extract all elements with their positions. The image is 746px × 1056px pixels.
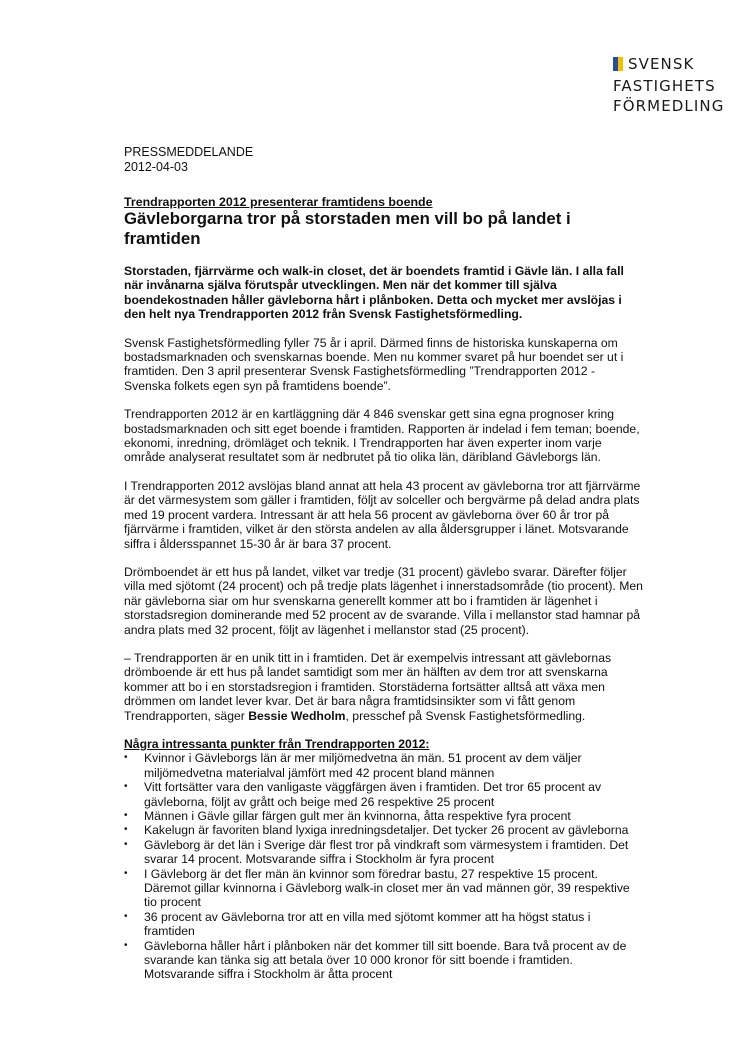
paragraph-dream-home: Drömboendet är ett hus på landet, vilket var tredje (31 procent) gävlebo svarar. Därefter följer villa med sjötomt (24 procent) och på tredje plats lägenhet i innerstadsområde (tio procent). Men när gävleborna siar om hur svenskarna generellt kommer att bo i framtiden är lägenhet i storstadsregion dominerande med 52 procent av de svarande. Villa i mellanstor stad hamnar på andra plats med 32 procent, följt av lägenhet i mellanstor stad (25 procent). [124, 564, 643, 637]
list-item [124, 751, 644, 780]
list-item [124, 867, 644, 910]
logo-text-fastighets: FASTIGHETS [613, 77, 716, 95]
paragraph-heating: I Trendrapporten 2012 avslöjas bland annat att hela 43 procent av gävleborna tror att fjärrvärme är det värmesystem som gäller i framtiden, följt av solceller och bergvärme på delad andra plats med 19 procent vardera. Intressant är att hela 56 procent av gävleborna över 60 år tror på fjärrvärme i framtiden, vilket är den största andelen av alla åldersgrupper i länet. Motsvarande siffra i åldersspannet 15-30 år är bara 37 procent. [124, 478, 641, 551]
bullet-icon: • [124, 838, 128, 850]
quote-attribution: , presschef på Svensk Fastighetsförmedling. [345, 708, 586, 723]
list-item-text: Vitt fortsätter vara den vanligaste väggfärgen även i framtiden. Det tror 65 procent av gävleborna, följt av grått och beige med 26 respektive 25 procent [144, 780, 602, 809]
lead-paragraph: Storstaden, fjärrvärme och walk-in closet, det är boendets framtid i Gävle län. I alla fall när invånarna själva förutspår utvecklingen. Men när det kommer till själva boendekostnaden håller gävleborna hårt i plånboken. Detta och mycket mer avslöjas i den helt nya Trendrapporten 2012 från Svensk Fastighetsförmedling. [124, 264, 624, 322]
release-date: 2012-04-03 [124, 160, 188, 174]
points-list [124, 751, 644, 982]
bullet-icon: • [124, 810, 128, 821]
list-item-text: Kvinnor i Gävleborgs län är mer miljömedvetna än män. 51 procent av dem väljer miljömedvetna materialval jämfört med 42 procent bland männen [144, 751, 582, 780]
kicker-title: Trendrapporten 2012 presenterar framtidens boende [124, 195, 433, 209]
list-item-text: 36 procent av Gävleborna tror att en villa med sjötomt kommer att ha högst status i framtiden [144, 909, 591, 939]
list-item-text: Kakelugn är favoriten bland lyxiga inredningsdetaljer. Det tycker 26 procent av gävleborna [144, 823, 629, 838]
release-type: PRESSMEDDELANDE [124, 145, 254, 159]
bullet-icon: • [124, 910, 128, 922]
list-item-text: Gävleborna håller hårt i plånboken när det kommer till sitt boende. Bara två procent av de svarande kan tänka sig att betala över 10 000 kronor för sitt boende i framtiden. Motsvarande siffra i Stockholm är åtta procent [144, 938, 627, 982]
spokesperson-name: Bessie Wedholm [248, 708, 346, 723]
bullet-icon: • [124, 867, 128, 879]
headline: Gävleborgarna tror på storstaden men vill bo på landet i framtiden [124, 209, 571, 248]
press-release-body [124, 145, 644, 982]
logo-text-svensk: SVENSK [628, 55, 695, 73]
list-item [124, 823, 644, 837]
list-item [124, 809, 644, 823]
quote-paragraph [124, 651, 644, 723]
bullet-icon: • [124, 752, 128, 764]
company-logo [613, 54, 725, 116]
quote-text: – Trendrapporten är en unik titt in i framtiden. Det är exempelvis intressant att gävlebornas drömboende är ett hus på landet samtidigt som mer än hälften av dem tror att svenskarna kommer att bo i en storstadsregion i framtiden. Storstäderna fortsätter alltså att växa men drömmen om landet lever kvar. Det är bara några framtidsinsikter som vi fått genom Trendrapporten, säger [124, 650, 612, 723]
list-item [124, 838, 644, 867]
list-item [124, 910, 644, 939]
points-heading: Några intressanta punkter från Trendrapporten 2012: [124, 736, 430, 751]
list-item-text: Gävleborg är det län i Sverige där flest tror på vindkraft som värmesystem i framtiden. Det svarar 14 procent. Motsvarande siffra i Stockholm är fyra procent [144, 837, 629, 867]
list-item [124, 780, 644, 809]
logo-text-formedling: FÖRMEDLING [613, 97, 725, 115]
list-item [124, 939, 644, 982]
bullet-icon: • [124, 781, 128, 793]
release-meta [124, 145, 644, 175]
logo-line-1 [613, 54, 713, 76]
bullet-icon: • [124, 824, 128, 836]
paragraph-survey: Trendrapporten 2012 är en kartläggning där 4 846 svenskar gett sina egna prognoser kring bostadsmarknaden och sitt eget boende i framtiden. Rapporten är indelad i fem teman; boende, ekonomi, inredning, drömläget och teknik. I Trendrapporten har även experter inom varje område analyserat resultatet som är nedbrutet på tio olika län, däribland Gävleborgs län. [124, 407, 640, 465]
list-item-text: I Gävleborg är det fler män än kvinnor som föredrar bastu, 27 respektive 15 procent. Däremot gillar kvinnorna i Gävleborg walk-in closet mer än vad männen gör, 39 respektive tio procent [144, 866, 630, 910]
list-item-text: Männen i Gävle gillar färgen gult mer än kvinnorna, åtta respektive fyra procent [144, 809, 571, 823]
swedish-flag-mark-icon [613, 56, 623, 76]
paragraph-anniversary: Svensk Fastighetsförmedling fyller 75 år i april. Därmed finns de historiska kunskaperna om bostadsmarknaden och svenskarnas boende. Men nu kommer svaret på hur boendet ser ut i framtiden. Den 3 april presenterar Svensk Fastighetsförmedling ”Trendrapporten 2012 - Svenska folkets egen syn på framtidens boende”. [124, 335, 624, 393]
bullet-icon: • [124, 939, 128, 951]
